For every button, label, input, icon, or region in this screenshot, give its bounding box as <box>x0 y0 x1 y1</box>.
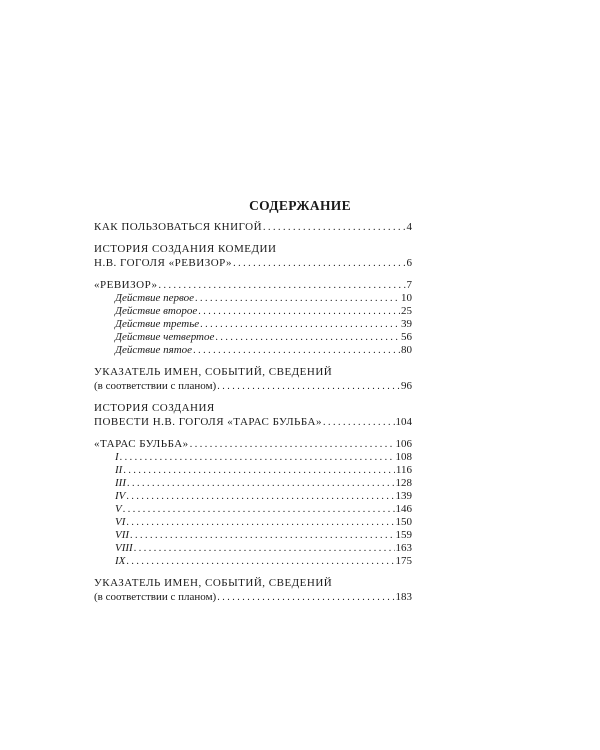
leader-dots <box>217 591 394 605</box>
leader-dots <box>263 221 405 235</box>
toc-page-number: 96 <box>401 380 412 392</box>
toc-subentry[interactable] <box>94 477 412 490</box>
toc-page-number: 106 <box>395 438 412 450</box>
toc-subentry[interactable] <box>94 516 412 529</box>
toc-subentry[interactable] <box>94 529 412 542</box>
leader-dots <box>127 477 395 490</box>
toc-group-index-2 <box>94 576 412 604</box>
toc-entry[interactable] <box>94 415 412 429</box>
toc-subentry-title: Действие пятое <box>115 344 193 356</box>
toc-entry-title-line: ИСТОРИЯ СОЗДАНИЯ <box>94 402 215 414</box>
leader-dots <box>123 503 395 516</box>
toc-subentry-title: VIII <box>115 542 133 554</box>
toc-subentry[interactable] <box>94 331 412 344</box>
toc-page-number: 163 <box>395 542 412 554</box>
leader-dots <box>126 555 394 568</box>
toc-page-number: 146 <box>395 503 412 515</box>
toc-entry-title: «ТАРАС БУЛЬБА» <box>94 438 189 450</box>
toc-page-number: 175 <box>395 555 412 567</box>
toc-subentry[interactable] <box>94 490 412 503</box>
leader-dots <box>200 318 400 331</box>
toc-subentry-title: IV <box>115 490 126 502</box>
toc-group-index-1 <box>94 365 412 393</box>
toc-entry-title: (в соответствии с планом) <box>94 591 217 603</box>
toc-entry[interactable] <box>94 590 412 604</box>
leader-dots <box>215 331 400 344</box>
toc-subentry-title: III <box>115 477 126 489</box>
toc-group-how-to <box>94 220 412 234</box>
toc-entry-title-line: ИСТОРИЯ СОЗДАНИЯ КОМЕДИИ <box>94 243 277 255</box>
leader-dots <box>126 490 394 503</box>
toc-subentry-title: I <box>115 451 119 463</box>
toc-subentry-title: V <box>115 503 122 515</box>
toc-subentry[interactable] <box>94 464 412 477</box>
toc-page-number: 139 <box>395 490 412 502</box>
leader-dots <box>130 529 394 542</box>
toc-page-number: 159 <box>395 529 412 541</box>
toc-page-number: 183 <box>395 591 412 603</box>
leader-dots <box>233 257 405 271</box>
toc-subentry-title: VII <box>115 529 130 541</box>
toc-page-number: 25 <box>401 305 412 317</box>
leader-dots <box>158 279 405 293</box>
toc-subentry-title: II <box>115 464 123 476</box>
leader-dots <box>193 344 400 357</box>
leader-dots <box>195 292 400 305</box>
toc-subentry[interactable] <box>94 451 412 464</box>
toc-subentry-title: Действие третье <box>115 318 200 330</box>
toc-entry[interactable] <box>94 220 412 234</box>
leader-dots <box>190 438 395 452</box>
toc-entry-title: (в соответствии с планом) <box>94 380 217 392</box>
toc-entry[interactable] <box>94 379 412 393</box>
toc-page-number: 150 <box>395 516 412 528</box>
toc-entry-title: ПОВЕСТИ Н.В. ГОГОЛЯ «ТАРАС БУЛЬБА» <box>94 416 322 428</box>
toc-subentry[interactable] <box>94 344 412 357</box>
toc-group-taras <box>94 437 412 568</box>
leader-dots <box>126 516 394 529</box>
toc-subentry[interactable] <box>94 318 412 331</box>
toc-page-number: 108 <box>395 451 412 463</box>
toc-entry-title: Н.В. ГОГОЛЯ «РЕВИЗОР» <box>94 257 233 269</box>
table-of-contents <box>94 220 412 612</box>
toc-group-history-revizor <box>94 242 412 270</box>
leader-dots <box>323 416 395 430</box>
toc-page-number: 4 <box>406 221 412 233</box>
toc-subentry[interactable] <box>94 292 412 305</box>
toc-entry-title-line: УКАЗАТЕЛЬ ИМЕН, СОБЫТИЙ, СВЕДЕНИЙ <box>94 577 333 589</box>
leader-dots <box>120 451 395 464</box>
toc-page-number: 10 <box>401 292 412 304</box>
toc-entry-title-line: УКАЗАТЕЛЬ ИМЕН, СОБЫТИЙ, СВЕДЕНИЙ <box>94 366 333 378</box>
toc-subentry[interactable] <box>94 555 412 568</box>
toc-subentry-title: VI <box>115 516 126 528</box>
toc-group-revizor <box>94 278 412 357</box>
toc-subentry[interactable] <box>94 305 412 318</box>
leader-dots <box>134 542 395 555</box>
toc-page-number: 39 <box>401 318 412 330</box>
toc-group-history-taras <box>94 401 412 429</box>
toc-entry[interactable] <box>94 437 412 451</box>
toc-page-number: 80 <box>401 344 412 356</box>
toc-page-number: 56 <box>401 331 412 343</box>
toc-page-number: 104 <box>395 416 412 428</box>
toc-page-number: 116 <box>395 464 412 476</box>
toc-entry[interactable] <box>94 278 412 292</box>
toc-subentry-title: IX <box>115 555 126 567</box>
page-title: СОДЕРЖАНИЕ <box>249 198 351 213</box>
leader-dots <box>123 464 395 477</box>
toc-subentry[interactable] <box>94 503 412 516</box>
toc-entry-title: «РЕВИЗОР» <box>94 279 158 291</box>
toc-page-number: 7 <box>406 279 412 291</box>
leader-dots <box>198 305 400 318</box>
toc-subentry-title: Действие первое <box>115 292 195 304</box>
toc-page-number: 6 <box>406 257 412 269</box>
leader-dots <box>217 380 400 394</box>
toc-subentry-title: Действие второе <box>115 305 198 317</box>
toc-page-number: 128 <box>395 477 412 489</box>
toc-entry[interactable] <box>94 256 412 270</box>
toc-subentry[interactable] <box>94 542 412 555</box>
toc-entry-title: КАК ПОЛЬЗОВАТЬСЯ КНИГОЙ <box>94 221 263 233</box>
toc-subentry-title: Действие четвертое <box>115 331 215 343</box>
